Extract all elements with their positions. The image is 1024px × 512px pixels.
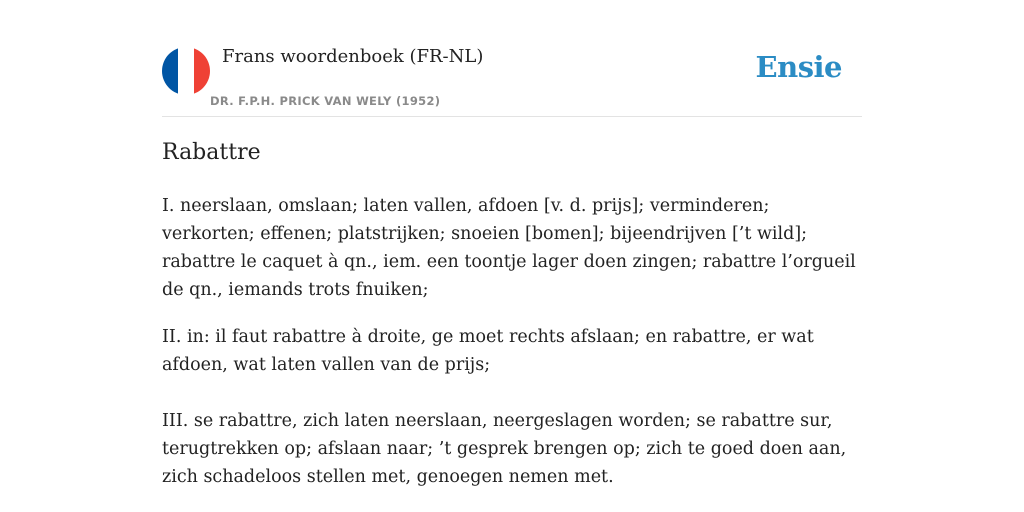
headword: Rabattre <box>162 140 261 165</box>
dictionary-author: DR. F.P.H. PRICK VAN WELY (1952) <box>210 94 441 108</box>
dictionary-header <box>162 0 862 117</box>
definition-2: II. in: il faut rabattre à droite, ge moet rechts afslaan; en rabattre, er wat afdoen, wat laten vallen van de prijs; <box>162 327 814 375</box>
entry-card <box>162 0 862 512</box>
french-flag-icon <box>162 47 210 95</box>
definition-1: I. neerslaan, omslaan; laten vallen, afdoen [v. d. prijs]; verminderen; verkorten; effenen; platstrijken; snoeien [bomen]; bijeendrijven [’t wild]; rabattre le caquet à qn., iem. een toontje lager doen zingen; rabattre l’orgueil de qn., iemands trots fnuiken; <box>162 196 856 300</box>
dictionary-title[interactable]: Frans woordenboek (FR-NL) <box>222 46 484 67</box>
ensie-logo[interactable]: Ensie <box>755 50 842 84</box>
definition-3: III. se rabattre, zich laten neerslaan, neergeslagen worden; se rabattre sur, terugtrekken op; afslaan naar; ’t gesprek brengen op; zich te goed doen aan, zich schadeloos stellen met, genoegen nemen met. <box>162 411 847 487</box>
